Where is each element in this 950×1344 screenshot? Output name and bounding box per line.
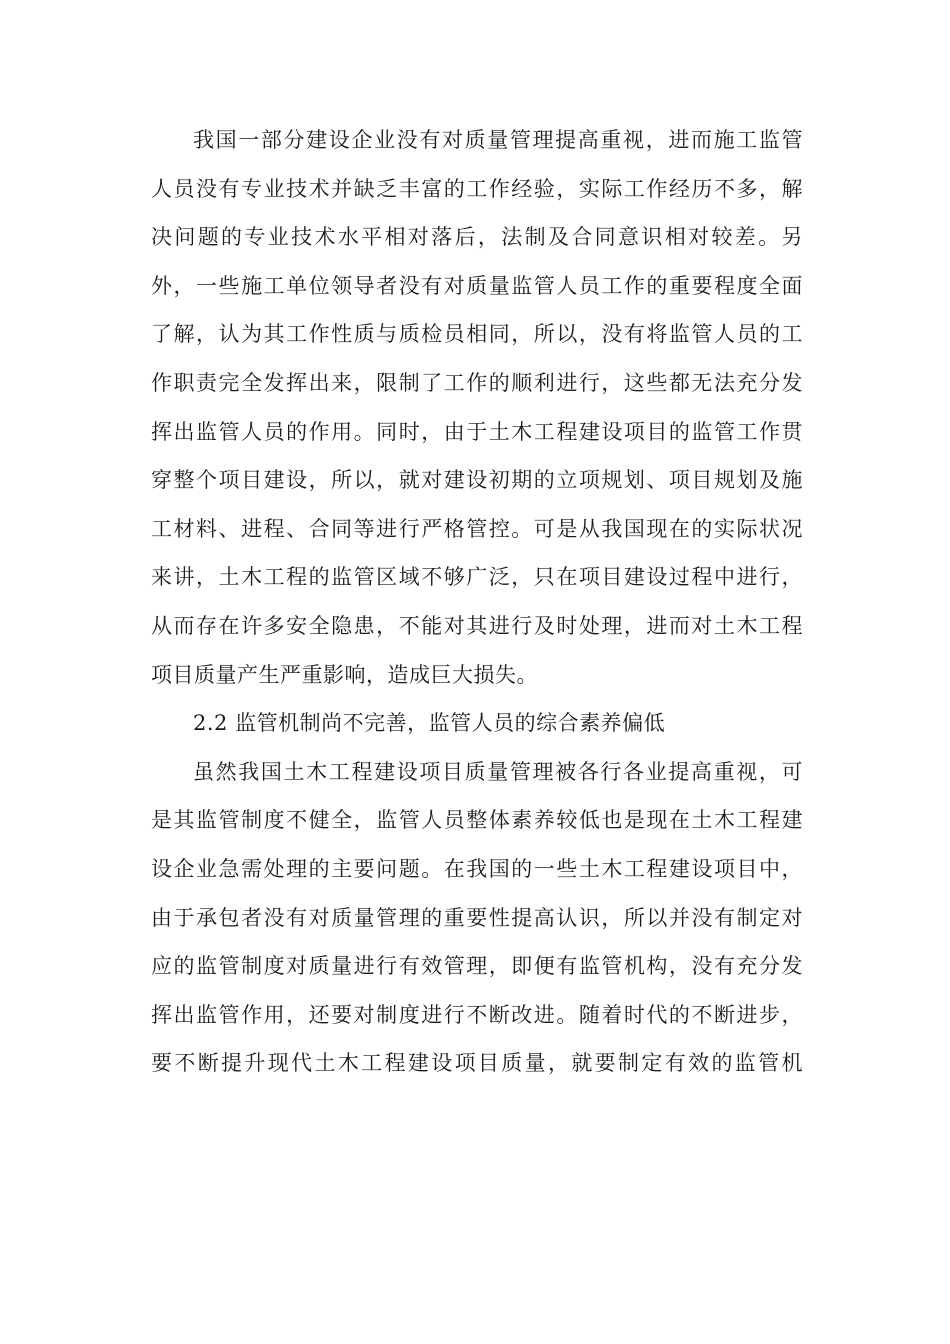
document-body xyxy=(151,116,803,1088)
paragraph-line: 我国一部分建设企业没有对质量管理提高重视，进而施工监管 xyxy=(193,128,803,152)
paragraph-line: 应的监管制度对质量进行有效管理，即便有监管机构，没有充分发 xyxy=(151,954,803,979)
paragraph-line: 作职责完全发挥出来，限制了工作的顺利进行，这些都无法充分发 xyxy=(151,370,803,395)
paragraph-line: 外，一些施工单位领导者没有对质量监管人员工作的重要程度全面 xyxy=(151,273,803,298)
paragraph-line: 来讲，土木工程的监管区域不够广泛，只在项目建设过程中进行， xyxy=(151,565,803,590)
paragraph-line: 穿整个项目建设，所以，就对建设初期的立项规划、项目规划及施 xyxy=(151,468,803,493)
paragraph-line: 从而存在许多安全隐患，不能对其进行及时处理，进而对土木工程 xyxy=(151,613,803,638)
paragraph-line: 决问题的专业技术水平相对落后，法制及合同意识相对较差。另 xyxy=(151,225,803,250)
paragraph-line: 由于承包者没有对质量管理的重要性提高认识，所以并没有制定对 xyxy=(151,905,803,930)
paragraph-line: 人员没有专业技术并缺乏丰富的工作经验，实际工作经历不多，解 xyxy=(151,176,803,201)
section-heading: 2.2 监管机制尚不完善，监管人员的综合素养偏低 xyxy=(193,711,666,736)
paragraph-line: 项目质量产生严重影响，造成巨大损失。 xyxy=(151,662,538,687)
paragraph-line: 设企业急需处理的主要问题。在我国的一些土木工程建设项目中， xyxy=(151,856,803,881)
paragraph-line: 工材料、进程、合同等进行严格管控。可是从我国现在的实际状况 xyxy=(151,516,803,541)
paragraph-line: 挥出监管作用，还要对制度进行不断改进。随着时代的不断进步， xyxy=(151,1002,803,1027)
paragraph-line: 挥出监管人员的作用。同时，由于土木工程建设项目的监管工作贯 xyxy=(151,419,803,444)
paragraph-line: 要不断提升现代土木工程建设项目质量，就要制定有效的监管机 xyxy=(151,1051,803,1076)
paragraph-line: 是其监管制度不健全，监管人员整体素养较低也是现在土木工程建 xyxy=(151,808,803,833)
paragraph-line: 了解，认为其工作性质与质检员相同，所以，没有将监管人员的工 xyxy=(151,322,803,347)
paragraph-line: 虽然我国土木工程建设项目质量管理被各行各业提高重视，可 xyxy=(193,759,803,784)
